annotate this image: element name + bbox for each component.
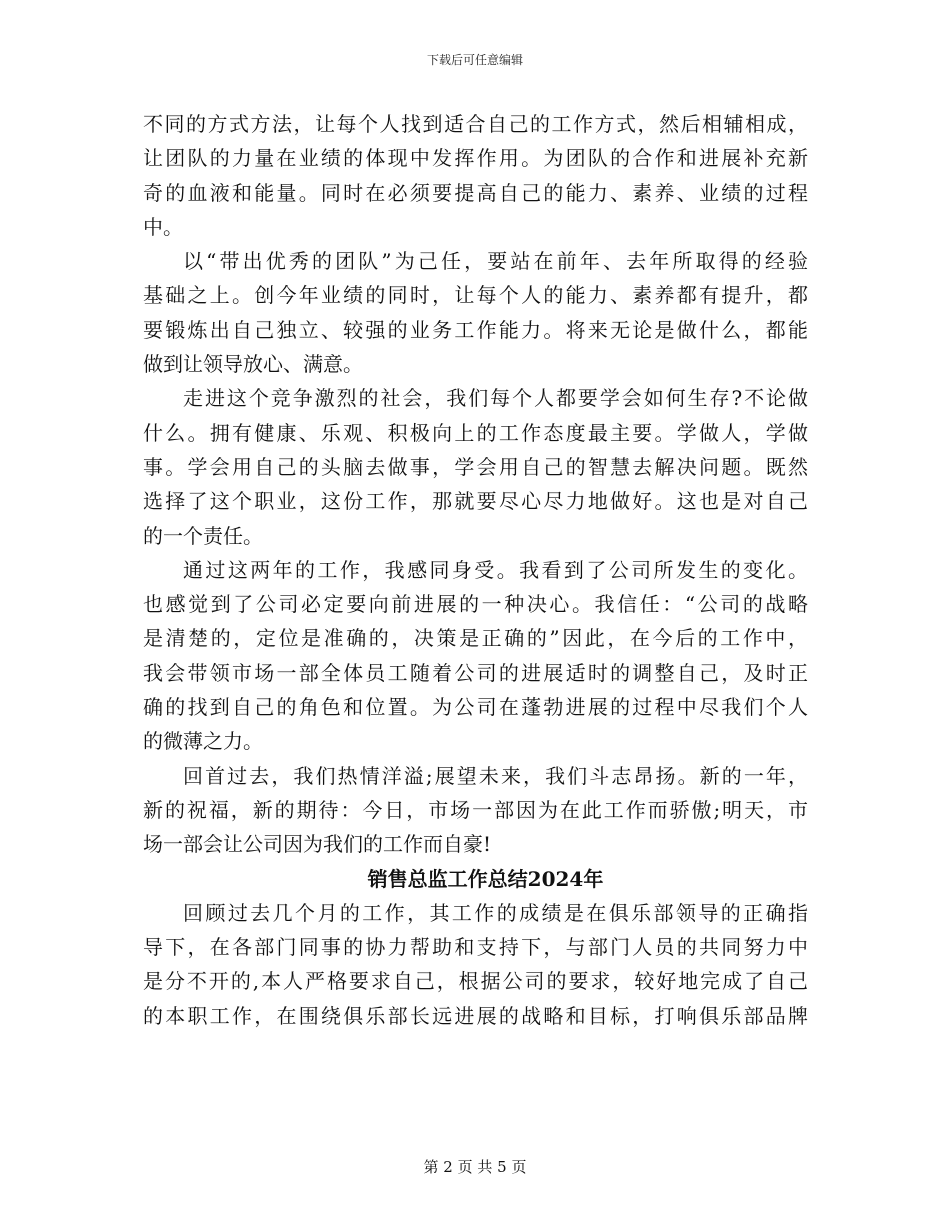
text-line: 事。学会用自己的头脑去做事，学会用自己的智慧去解决问题。既然: [143, 454, 808, 479]
text-line: 以“带出优秀的团队”为己任，要站在前年、去年所取得的经验: [183, 249, 808, 274]
text-line: 是分不开的,本人严格要求自己，根据公司的要求，较好地完成了自己: [143, 969, 808, 994]
body-text-part-2: [143, 896, 808, 1033]
text-line: 不同的方式方法，让每个人找到适合自己的工作方式，然后相辅相成，: [143, 112, 808, 136]
text-line: 我会带领市场一部全体员工随着公司的进展适时的调整自己，及时正: [143, 660, 808, 685]
text-line: 让团队的力量在业绩的体现中发挥作用。为团队的合作和进展补充新: [143, 146, 808, 171]
text-line: 回首过去，我们热情洋溢;展望未来，我们斗志昂扬。新的一年，: [183, 763, 808, 788]
text-line: 的微薄之力。: [143, 729, 263, 754]
page-footer: 第 2 页 共 5 页: [423, 1158, 527, 1176]
text-line: 回顾过去几个月的工作，其工作的成绩是在俱乐部领导的正确指: [183, 900, 808, 925]
text-line: 的一个责任。: [143, 523, 263, 548]
section-title: 销售总监工作总结2024年: [367, 866, 604, 891]
text-line: 中。: [143, 214, 183, 239]
document-body: [143, 107, 808, 1033]
text-line: 是清楚的，定位是准确的，决策是正确的”因此，在今后的工作中，: [143, 626, 808, 651]
text-line: 导下，在各部门同事的协力帮助和支持下，与部门人员的共同努力中: [143, 935, 808, 960]
text-line: 奇的血液和能量。同时在必须要提高自己的能力、素养、业绩的过程: [143, 180, 808, 205]
text-line: 基础之上。创今年业绩的同时，让每个人的能力、素养都有提升，都: [143, 283, 808, 308]
body-text-part-1: [143, 107, 808, 862]
text-line: 的本职工作，在围绕俱乐部长远进展的战略和目标，打响俱乐部品牌: [143, 1003, 808, 1028]
text-line: 场一部会让公司因为我们的工作而自豪!: [143, 832, 492, 857]
text-line: 通过这两年的工作，我感同身受。我看到了公司所发生的变化。: [183, 557, 808, 582]
page-header: 下载后可任意编辑: [426, 53, 523, 67]
text-line: 走进这个竞争激烈的社会，我们每个人都要学会如何生存?不论做: [183, 386, 808, 411]
text-line: 确的找到自己的角色和位置。为公司在蓬勃进展的过程中尽我们个人: [143, 695, 808, 720]
text-line: 什么。拥有健康、乐观、积极向上的工作态度最主要。学做人，学做: [143, 420, 808, 445]
text-line: 也感觉到了公司必定要向前进展的一种决心。我信任：“公司的战略: [143, 592, 808, 617]
text-line: 新的祝福，新的期待：今日，市场一部因为在此工作而骄傲;明天，市: [143, 797, 808, 822]
text-line: 做到让领导放心、满意。: [143, 352, 363, 377]
text-line: 要锻炼出自己独立、较强的业务工作能力。将来无论是做什么，都能: [143, 317, 808, 342]
text-line: 选择了这个职业，这份工作，那就要尽心尽力地做好。这也是对自己: [143, 489, 808, 514]
